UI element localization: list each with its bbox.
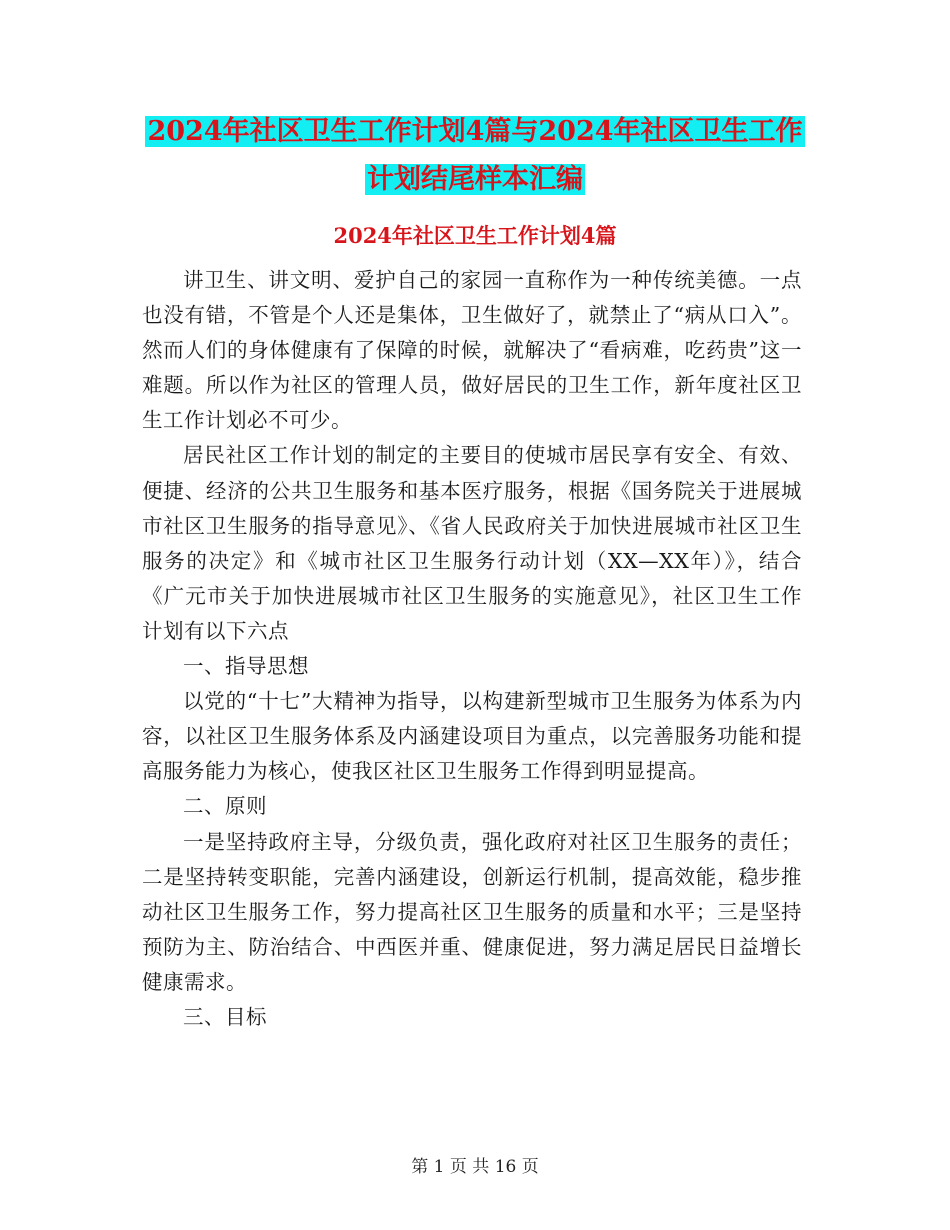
- heading-goals: 三、目标: [183, 1004, 267, 1029]
- paragraph-purpose: 居民社区工作计划的制定的主要目的使城市居民享有安全、有效、便捷、经济的公共卫生服务和基本医疗服务，根据《国务院关于进展城市社区卫生服务的指导意见》、《省人民政府关于加快进展城市社区卫生服务的决定》和《城市社区卫生服务行动计划（XX—XX年）》，结合《广元市关于加快进展城市社区卫生服务的实施意见》，社区卫生工作计划有以下六点: [142, 443, 802, 643]
- paragraph-guiding-ideology: 以党的“十七”大精神为指导，以构建新型城市卫生服务为体系为内容，以社区卫生服务体系及内涵建设项目为重点，以完善服务功能和提高服务能力为核心，使我区社区卫生服务工作得到明显提高。: [142, 689, 802, 784]
- document-body: [142, 263, 802, 1035]
- section-title: 2024年社区卫生工作计划4篇: [333, 223, 617, 248]
- paragraph-intro: 讲卫生、讲文明、爱护自己的家园一直称作为一种传统美德。一点也没有错，不管是个人还是集体，卫生做好了，就禁止了“病从口入”。然而人们的身体健康有了保障的时候，就解决了“看病难，吃药贵”这一难题。所以作为社区的管理人员，做好居民的卫生工作，新年度社区卫生工作计划必不可少。: [142, 268, 802, 433]
- heading-guiding-ideology: 一、指导思想: [183, 654, 309, 679]
- page-footer: 第 1 页 共 16 页: [411, 1157, 539, 1177]
- title-line-2: 计划结尾样本汇编: [367, 164, 583, 195]
- document-title: [140, 108, 810, 204]
- paragraph-principles: 一是坚持政府主导，分级负责，强化政府对社区卫生服务的责任；二是坚持转变职能，完善内涵建设，创新运行机制，提高效能，稳步推动社区卫生服务工作，努力提高社区卫生服务的质量和水平；三是坚持预防为主、防治结合、中西医并重、健康促进，努力满足居民日益增长健康需求。: [142, 829, 802, 994]
- heading-principles: 二、原则: [183, 794, 267, 819]
- title-line-1: 2024年社区卫生工作计划4篇与2024年社区卫生工作: [147, 116, 803, 147]
